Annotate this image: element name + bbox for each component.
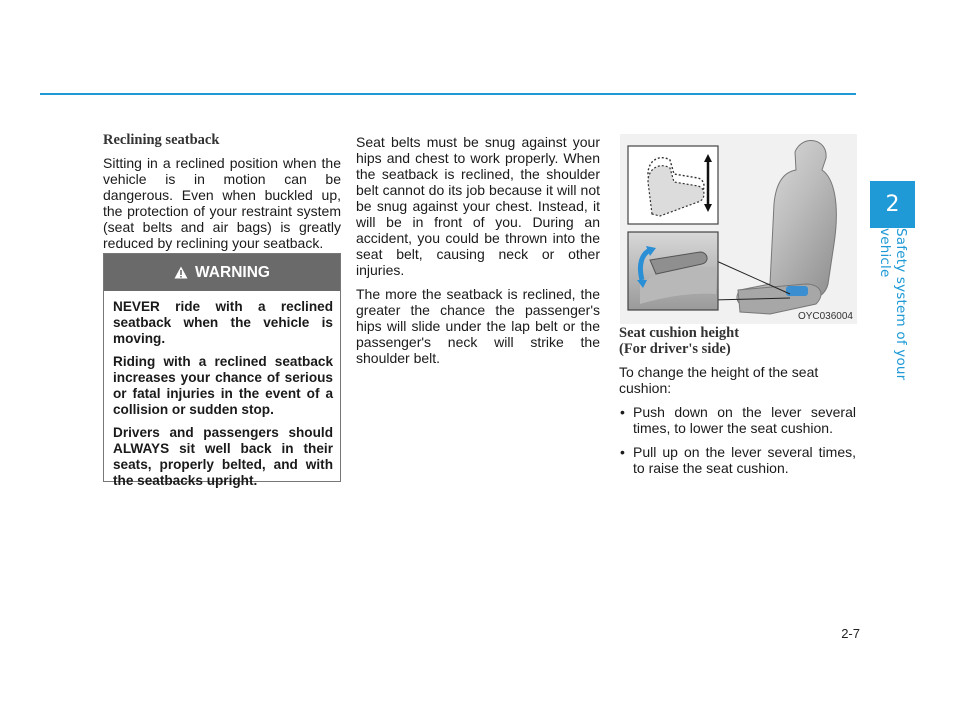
cushion-heading-line1: Seat cushion height (619, 325, 740, 341)
list-item: • Pull up on the lever several times, to raise the seat cushion. (620, 444, 856, 476)
page-number: 2-7 (841, 626, 860, 641)
warning-paragraph: NEVER ride with a reclined seatback when the vehicle is moving. (113, 299, 333, 346)
reclining-section (103, 132, 341, 259)
cushion-section (619, 325, 856, 484)
warning-paragraph: Drivers and passengers should ALWAYS sit well back in their seats, properly belted, and with the seatbacks upright. (113, 425, 333, 488)
warning-title: WARNING (195, 263, 270, 281)
warning-header (104, 254, 340, 291)
header-rule (40, 93, 856, 95)
chapter-title: Safety system of your vehicle (877, 228, 909, 381)
seatbelt-section (356, 134, 600, 374)
list-item: • Push down on the lever several times, to lower the seat cushion. (620, 404, 856, 436)
cushion-heading (619, 325, 856, 357)
chapter-number: 2 (885, 192, 900, 217)
cushion-bullets (619, 404, 856, 476)
warning-box (103, 253, 341, 488)
seatbelt-paragraph: The more the seatback is reclined, the greater the chance the passenger's hips will slide under the lap belt or the passenger's neck will strike the shoulder belt. (356, 286, 600, 366)
cushion-heading-line2: (For driver's side) (619, 341, 731, 357)
reclining-paragraph: Sitting in a reclined position when the vehicle is in motion can be dangerous. Even when buckled up, the protection of your restraint system (seat belts and air bags) is greatly reduced by reclining your seatback. (103, 155, 341, 251)
warning-body (113, 299, 333, 496)
seat-illustration (620, 134, 857, 324)
reclining-heading: Reclining seatback (103, 132, 220, 148)
seatbelt-paragraph: Seat belts must be snug against your hips and chest to work properly. When the seatback is reclined, the shoulder belt cannot do its job because it will not be snug against your chest. Instead, it will be in front of you. During an accident, you could be thrown into the seat belt, causing neck or other injuries. (356, 134, 600, 278)
warning-triangle-icon (174, 266, 188, 279)
chapter-side-label (870, 228, 915, 416)
bullet-dot-icon: • (620, 404, 625, 420)
seat-figure (620, 134, 857, 324)
warning-paragraph: Riding with a reclined seatback increases your chance of serious or fatal injuries in the event of a collision or sudden stop. (113, 354, 333, 417)
chapter-tab (870, 181, 915, 228)
cushion-intro: To change the height of the seat cushion: (619, 364, 819, 396)
bullet-dot-icon: • (620, 444, 625, 460)
figure-code: OYC036004 (797, 311, 853, 322)
